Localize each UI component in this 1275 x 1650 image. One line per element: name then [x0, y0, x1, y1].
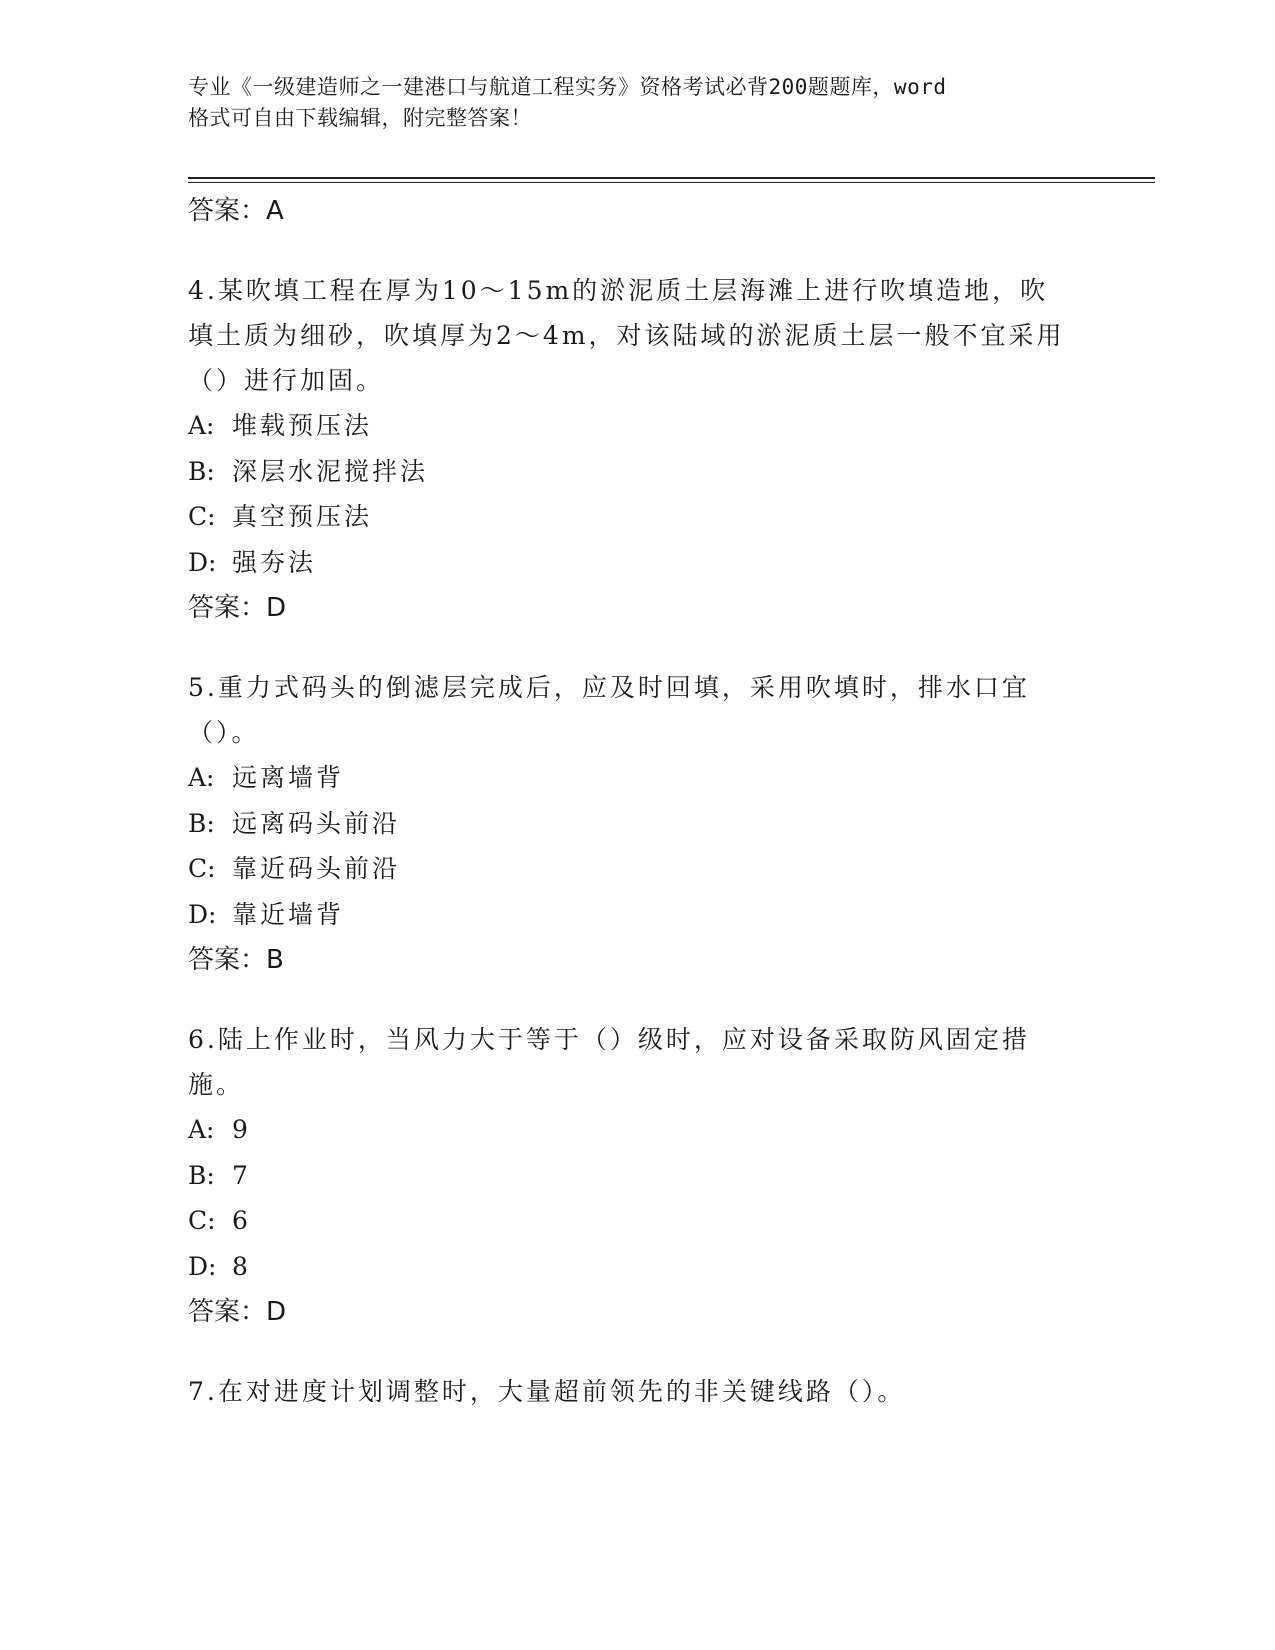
option-text: 7	[232, 1160, 251, 1190]
option-d	[188, 1244, 1088, 1290]
option-c	[188, 846, 1088, 892]
option-text: 远离码头前沿	[232, 808, 401, 838]
question-stem-line: （）进行加固。	[188, 366, 385, 395]
question-stem	[188, 1017, 1088, 1107]
question-stem	[188, 665, 1088, 755]
option-a	[188, 755, 1088, 801]
question-block	[188, 1369, 1088, 1414]
option-text: 靠近墙背	[232, 899, 345, 929]
option-key: D:	[188, 547, 217, 577]
option-text: 强夯法	[232, 547, 317, 577]
question-block	[188, 1017, 1088, 1335]
header-divider-thin	[188, 182, 1155, 183]
option-a	[188, 1107, 1088, 1153]
option-text: 远离墙背	[232, 763, 345, 792]
answer-label: 答案：D	[188, 593, 287, 623]
option-b	[188, 1153, 1088, 1199]
option-key: C:	[188, 1206, 216, 1235]
question-stem-line: 填土质为细砂，吹填厚为2～4m，对该陆域的淤泥质土层一般不宜采用	[188, 321, 1065, 350]
question-stem-line: 6.陆上作业时，当风力大于等于（）级时，应对设备采取防风固定措	[188, 1025, 1030, 1054]
option-d	[188, 540, 1088, 586]
header-divider-thick	[188, 177, 1155, 179]
option-key: C:	[188, 502, 216, 531]
answer-label: 答案：D	[188, 1297, 287, 1327]
question-list	[188, 188, 1088, 1414]
option-c	[188, 494, 1088, 540]
option-key: B:	[188, 1160, 215, 1190]
option-d	[188, 892, 1088, 938]
option-key: B:	[188, 456, 215, 486]
header-line-2: 格式可自由下载编辑，附完整答案！	[188, 106, 532, 130]
option-b	[188, 449, 1088, 495]
question-stem-line: 施。	[188, 1070, 245, 1099]
answer-label: 答案：B	[188, 945, 284, 975]
document-header	[188, 72, 1068, 134]
option-key: B:	[188, 808, 215, 838]
option-key: C:	[188, 854, 216, 883]
option-text: 6	[232, 1206, 251, 1235]
option-c	[188, 1198, 1088, 1244]
option-b	[188, 801, 1088, 847]
option-text: 9	[232, 1115, 251, 1144]
question-stem	[188, 268, 1088, 403]
question-stem-line: 7.在对进度计划调整时，大量超前领先的非关键线路（）。	[188, 1377, 906, 1406]
question-stem-line: 4.某吹填工程在厚为10～15m的淤泥质土层海滩上进行吹填造地，吹	[188, 276, 1049, 305]
option-key: A:	[188, 1115, 215, 1144]
option-key: A:	[188, 411, 215, 440]
option-text: 靠近码头前沿	[232, 854, 401, 883]
option-text: 真空预压法	[232, 502, 373, 531]
option-a	[188, 403, 1088, 449]
option-key: D:	[188, 1251, 217, 1281]
option-key: D:	[188, 899, 217, 929]
option-text: 深层水泥搅拌法	[232, 456, 429, 486]
question-stem	[188, 1369, 1088, 1414]
question-block	[188, 665, 1088, 983]
header-line-1: 专业《一级建造师之一建港口与航道工程实务》资格考试必背200题题库，word	[188, 75, 947, 99]
question-stem-line: 5.重力式码头的倒滤层完成后，应及时回填，采用吹填时，排水口宜	[188, 673, 1030, 702]
question-stem-line: （）。	[188, 718, 260, 747]
question-block	[188, 268, 1088, 631]
answer-label: 答案：A	[188, 196, 284, 226]
option-key: A:	[188, 763, 215, 792]
option-text: 8	[232, 1251, 251, 1281]
option-text: 堆载预压法	[232, 411, 373, 440]
